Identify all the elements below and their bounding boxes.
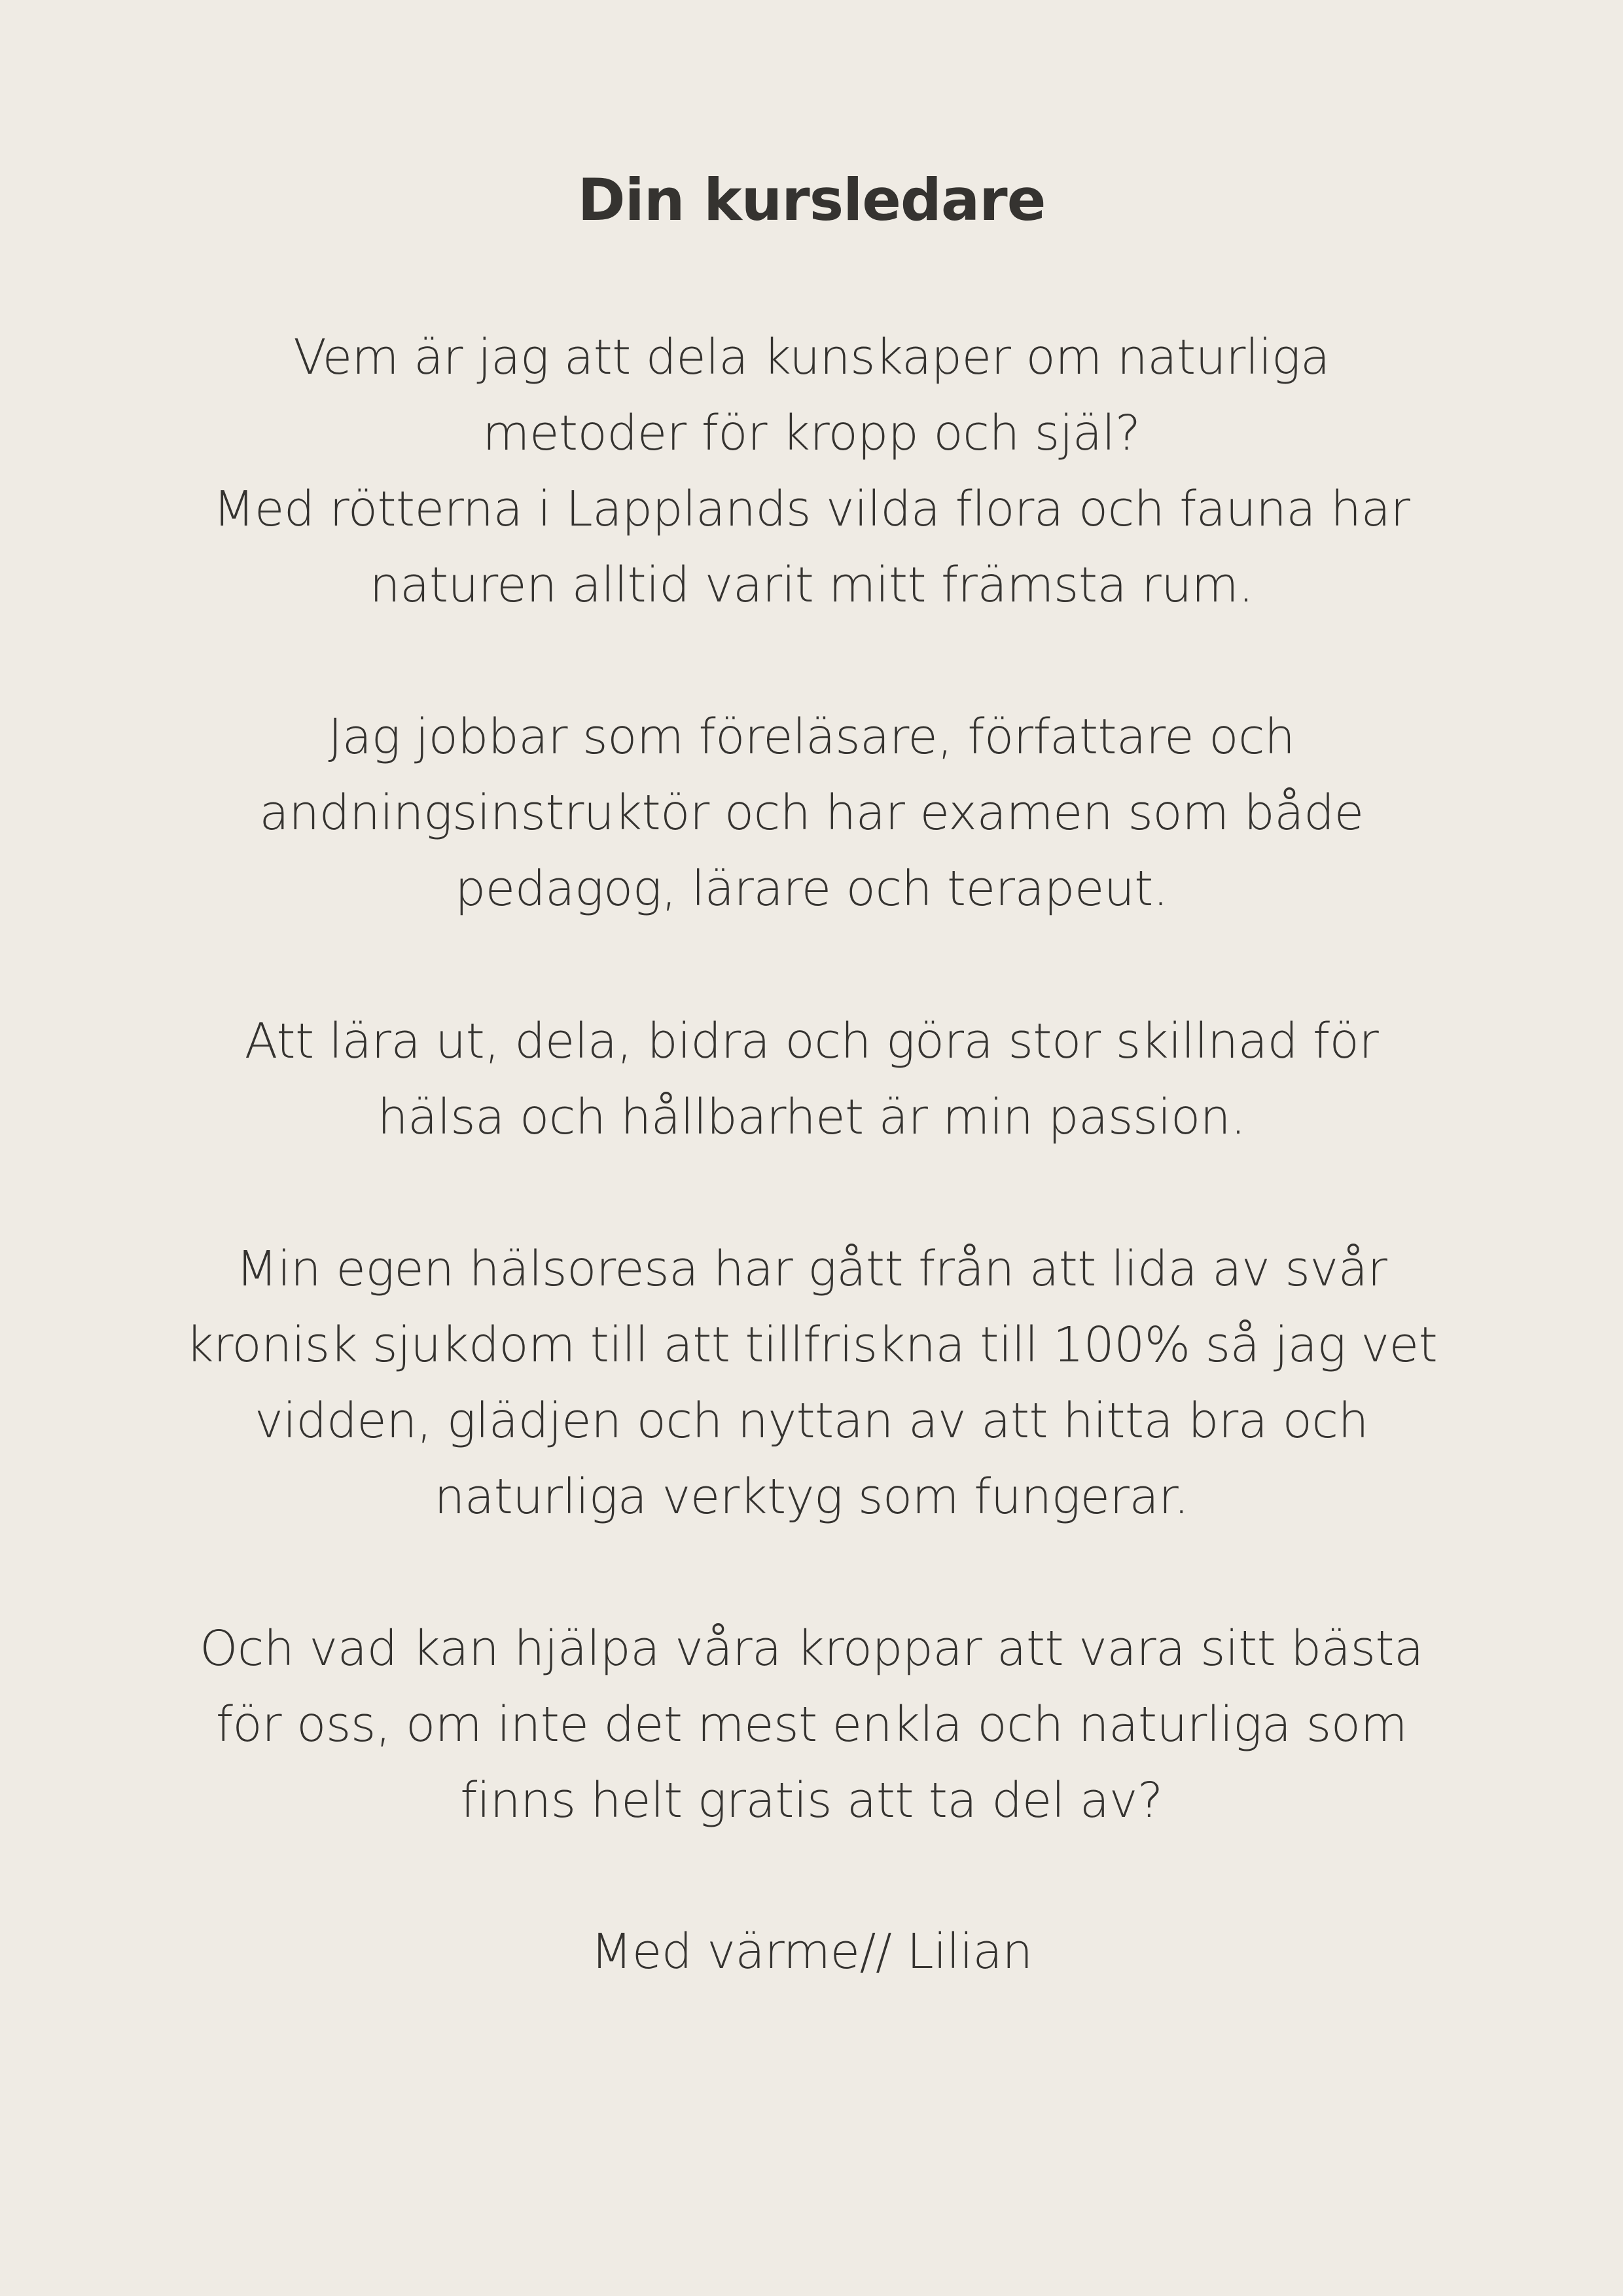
paragraph-line: kronisk sjukdom till att tillfriskna till 100% så jag vet — [185, 1317, 1438, 1373]
paragraph-line: naturliga verktyg som fungerar. — [434, 1469, 1189, 1525]
paragraph-line: metoder för kropp och själ? — [482, 405, 1141, 461]
paragraph-line: vidden, glädjen och nyttan av att hitta bra och — [255, 1393, 1368, 1449]
signature — [105, 1914, 1518, 1990]
paragraph-health-journey — [105, 1231, 1518, 1535]
paragraph-line: Och vad kan hjälpa våra kroppar att vara sitt bästa — [200, 1621, 1423, 1677]
paragraph-line: naturen alltid varit mitt främsta rum. — [369, 557, 1254, 613]
signature-line: Med värme// Lilian — [590, 1924, 1033, 1980]
page-title: Din kursledare — [577, 166, 1046, 234]
paragraph-line: Med rötterna i Lapplands vilda flora och fauna har — [213, 481, 1410, 537]
paragraph-line: Vem är jag att dela kunskaper om naturliga — [293, 329, 1330, 386]
paragraph-line: Att lära ut, dela, bidra och göra stor skillnad för — [244, 1013, 1379, 1069]
paragraph-line: för oss, om inte det mest enkla och naturliga som — [215, 1696, 1408, 1753]
paragraph-line: finns helt gratis att ta del av? — [460, 1772, 1163, 1829]
paragraph-profession — [105, 699, 1518, 927]
paragraph-line: hälsa och hållbarhet är min passion. — [377, 1089, 1246, 1145]
paragraph-intro — [105, 319, 1518, 623]
paragraph-line: Min egen hälsoresa har gått från att lida av svår — [236, 1241, 1387, 1297]
paragraph-line: Jag jobbar som föreläsare, författare och — [328, 709, 1295, 765]
paragraph-line: pedagog, lärare och terapeut. — [455, 861, 1168, 917]
paragraph-line: andningsinstruktör och har examen som både — [259, 785, 1364, 841]
paragraph-question — [105, 1611, 1518, 1839]
paragraph-passion — [105, 1003, 1518, 1155]
